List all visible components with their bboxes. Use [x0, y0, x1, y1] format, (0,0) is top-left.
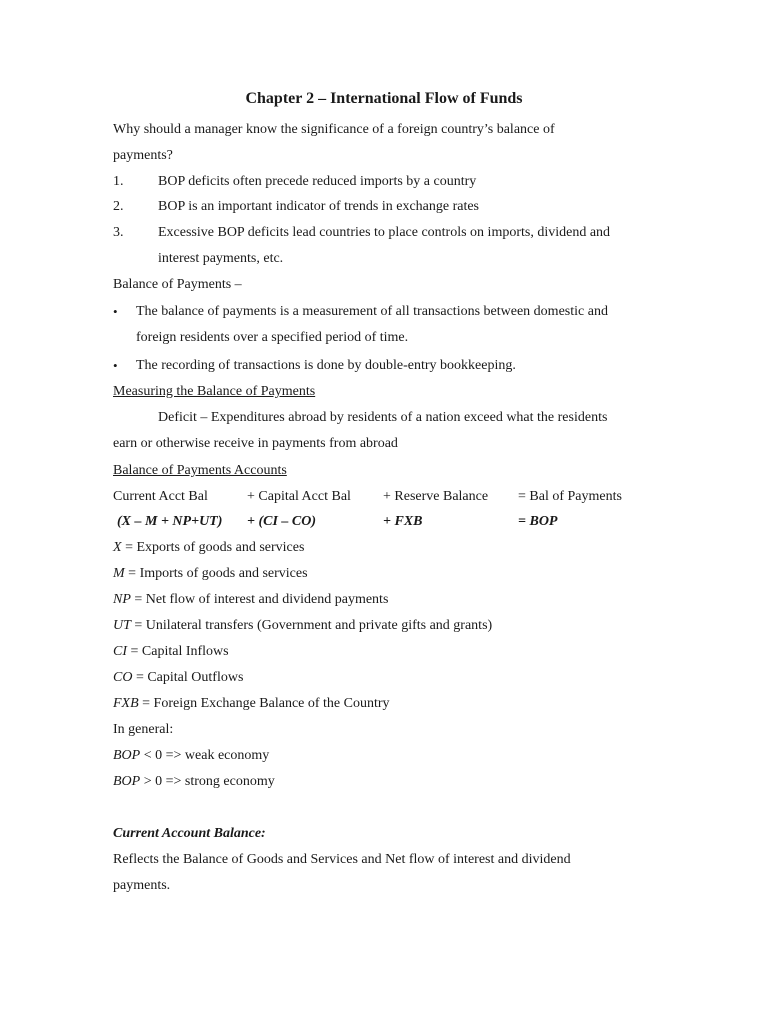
intro-line-2: payments? [113, 148, 173, 163]
definition-co: CO = Capital Outflows [113, 670, 244, 685]
accounts-row1-col3: + Reserve Balance [383, 489, 489, 504]
definition-ut: UT = Unilateral transfers (Government and private gifts and grants) [113, 618, 493, 633]
accounts-row2-col3: + FXB [383, 514, 423, 529]
definition-m: M = Imports of goods and services [113, 566, 308, 581]
accounts-row2-col2: + (CI – CO) [247, 514, 317, 529]
list-number-2: 2. [113, 199, 124, 214]
deficit-line-2: earn or otherwise receive in payments from abroad [113, 436, 398, 451]
definition-np: NP = Net flow of interest and dividend payments [113, 592, 389, 607]
list-item-1: BOP deficits often precede reduced imports by a country [158, 174, 477, 189]
accounts-row1-col2: + Capital Acct Bal [247, 489, 351, 504]
bullet-1-line-1: The balance of payments is a measurement of all transactions between domestic and [136, 304, 608, 319]
measuring-heading: Measuring the Balance of Payments [113, 384, 316, 399]
definition-ci: CI = Capital Inflows [113, 644, 229, 659]
definition-fxb: FXB = Foreign Exchange Balance of the Country [113, 696, 390, 711]
deficit-line-1: Deficit – Expenditures abroad by residents of a nation exceed what the residents [158, 410, 608, 425]
list-number-3: 3. [113, 225, 124, 240]
definition-x: X = Exports of goods and services [113, 540, 305, 555]
list-item-3-cont: interest payments, etc. [158, 251, 284, 266]
intro-line-1: Why should a manager know the significance of a foreign country’s balance of [113, 122, 555, 137]
list-number-1: 1. [113, 174, 124, 189]
general-label: In general: [113, 722, 174, 737]
current-account-line-1: Reflects the Balance of Goods and Services and Net flow of interest and dividend [113, 852, 571, 867]
list-item-2: BOP is an important indicator of trends in exchange rates [158, 199, 480, 214]
accounts-row1-col4: = Bal of Payments [518, 489, 622, 504]
current-account-heading: Current Account Balance: [113, 826, 266, 841]
rule-strong: BOP > 0 => strong economy [113, 774, 275, 789]
bop-heading: Balance of Payments – [113, 277, 242, 292]
list-item-3: Excessive BOP deficits lead countries to place controls on imports, dividend and [158, 225, 611, 240]
chapter-title: Chapter 2 – International Flow of Funds [245, 90, 523, 107]
bullet-icon: • [113, 304, 118, 319]
accounts-heading: Balance of Payments Accounts [113, 463, 287, 478]
rule-weak: BOP < 0 => weak economy [113, 748, 270, 763]
accounts-row2-col1: (X – M + NP+UT) [117, 514, 223, 529]
accounts-row2-col4: = BOP [518, 514, 558, 529]
bullet-2-line-1: The recording of transactions is done by double-entry bookkeeping. [136, 358, 516, 373]
bullet-icon: • [113, 358, 118, 373]
accounts-row1-col1: Current Acct Bal [113, 489, 208, 504]
current-account-line-2: payments. [113, 878, 171, 893]
bullet-1-line-2: foreign residents over a specified period of time. [136, 330, 409, 345]
